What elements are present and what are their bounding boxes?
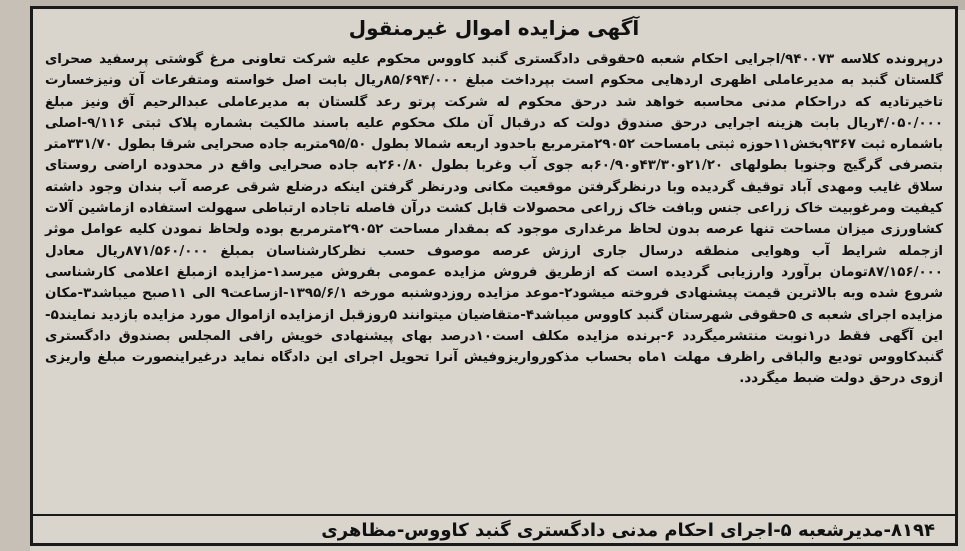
left-margin (0, 0, 30, 551)
notice-title: آگهی مزایده اموال غیرمنقول (348, 16, 640, 40)
notice-frame (30, 6, 958, 546)
notice-footer: ۸۱۹۴-مدیرشعبه ۵-اجرای احکام مدنی دادگستری گنبد کاووس-مظاهری (321, 520, 935, 541)
notice-body: درپرونده کلاسه ۹۴۰۰۷۳/اجرایی احکام شعبه ۵حقوقی دادگستری گنبد کاووس محکوم علیه شرکت تعاونی مرغ گوشتی پرسفید صحرای گلستان گنبد به مدیرعاملی اظهری اردهایی محکوم است بپرداخت مبلغ ۸۵/۶۹۴/۰۰۰ریال بابت اصل خواسته ومتفرعات آن ونیزخسارت تاخیرتادیه که دراحکام مدنی محاسبه خواهد شد درحق محکوم له شرکت پرتو رعد گلستان به مدیرعاملی عبدالرحیم آق ونیز مبلغ ۴/۰۵۰/۰۰۰ریال بابت هزینه اجرایی درحق صندوق دولت که درقبال آن ملک محکوم علیه باسند مالکیت بشماره پلاک ثبتی ۹/۱۱۶-اصلی باشماره ثبت ۹۳۶۷بخش۱۱حوزه ثبتی بامساحت ۲۹۰۵۲مترمربع باحدود اربعه شمالا بطول ۹۵/۵۰متربه جاده صحرایی شرقا بطول ۳۳۱/۷۰متر بتصرفی گرگیج وجنوبا بطولهای ۲۱/۲۰و۴۳/۳۰و۶۰/۹۰به جوی آب وغربا بطول ۲۶۰/۸۰به جاده صحرایی واقع در محدوده اراضی روستای سلاق غایب ومهدی آباد توقیف گردیده وبا درنظرگرفتن موقعیت مکانی ودرنظر گرفتن اینکه درضلع شرقی عرصه آب بندان وجود داشته کیفیت ومرغوبیت خاک زراعی جنس وبافت خاک زراعی محصولات قابل کشت درآن فاصله تاجاده ارتباطی سهولت استفاده ازماشین آلات کشاورزی میزان مساحت تنها عرصه بدون لحاظ مرغداری موجود که بمقدار مساحت ۲۹۰۵۲مترمربع بوده ولحاظ نمودن کلیه عوامل موثر ازجمله شرایط آب وهوایی منطقه درسال جاری ارزش عرصه موصوف حسب نظرکارشناسان بمبلغ ۸۷۱/۵۶۰/۰۰۰ریال معادل ۸۷/۱۵۶/۰۰۰تومان برآورد وارزیابی گردیده است که ازطریق فروش مزایده عمومی بفروش میرسد۱-مزایده ازمبلغ اعلامی کارشناسی شروع شده وبه بالاترین قیمت پیشنهادی فروخته میشود۲-موعد مزایده روزدوشنبه مورخه ۱۳۹۵/۶/۱-ازساعت۹ الی ۱۱صبح میباشد۳-مکان مزایده اجرای شعبه ی ۵حقوقی شهرستان گنبد کاووس میباشد۴-متقاضیان میتوانند ۵روزقبل ازمزایده ازاموال مورد مزایده بازدید نمایند۵-این آگهی فقط در۱نوبت منتشرمیگردد ۶-برنده مزایده مکلف است۱۰درصد بهای پیشنهادی خویش رافی المجلس بصندوق دادگستری گنبدکاووس تودیع والباقی راظرف مهلت ۱ماه بحساب مذکورواریزوفیش آنرا تحویل اجرای این دادگاه نماید درغیراینصورت مبلغ واریزی ازوی درحق دولت ضبط میگردد. (45, 52, 944, 387)
footer-divider (33, 514, 955, 516)
